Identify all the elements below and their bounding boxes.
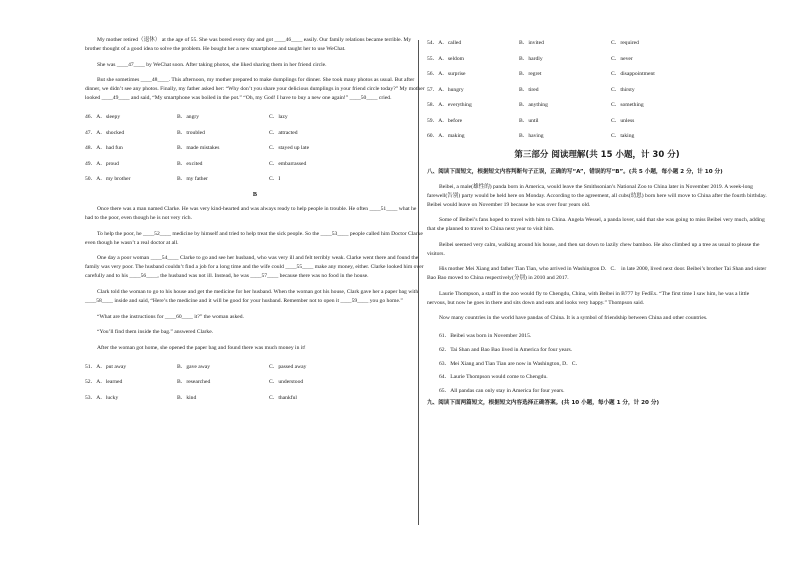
right-column [427,36,767,414]
question-row-59 [427,114,767,130]
question-row-57 [427,83,767,99]
option-c: C．stayed up late [269,145,310,152]
reading-paragraph-6: Now many countries in the world have pandas of China. It is a symbol of friendship between China and other countries. [439,315,708,322]
question-row-46 [85,110,425,126]
section-eight-instruction: 八、阅读下面短文，根据短文内容判断句子正误，正确的写“A”，错误的写“B”。(共 5 小题，每小题 2 分，计 10 分) [427,168,723,175]
option-b: B．researched [177,379,211,386]
option-a: 58．A．everything [427,102,472,109]
option-c: C．unless [611,117,635,124]
option-b: B．excited [177,160,203,167]
options-group-b [85,359,425,406]
option-a: 46．A．sleepy [85,114,121,121]
question-row-55 [427,52,767,68]
statement-64: 64．Laurie Thompson would come to Chengdu. [439,374,548,381]
option-b: B．invited [519,40,544,47]
section-b-heading: B [252,191,258,199]
passage-b-paragraph-6: “You’ll find them inside the bag.” answered Clarke. [97,329,214,336]
statement-61: 61．Beibei was born in November 2015. [439,333,532,340]
option-c: C．thirsty [611,86,635,93]
passage-a-paragraph-2: She was ____47____ by WeChat soon. After taking photos, she liked sharing them in her friend circle. [97,61,327,68]
passage-b-paragraph-3: One day a poor woman ____54____ Clarke to go and see her husband, who was very ill and felt terribly weak. Clarke went there and found the family was very poor. The husband couldn’t find a job for a long time and the wife could ____55____ make any money, either. Clarke looked him over carefully and to his ____56____, the husband was not ill. Instead, he was ____57____ because there was no food in the house. [85,255,424,280]
option-a: 49．A．proud [85,160,119,167]
option-c: C．lazy [269,114,288,121]
statement-65: 65．All pandas can only stay in America for four years. [439,388,565,395]
option-a: 59．A．before [427,117,463,124]
reading-paragraph-5: Laurie Thompson, a staff in the zoo would fly to Chengdu, China, with Beibei in B777 by FedEx. “The first time I saw him, he was a little nervous, but now he goes in there and sits down and eats and looks very happy.” Thompson said. [427,290,750,306]
option-c: C．something [611,102,644,109]
question-row-53 [85,390,425,406]
passage-a-paragraph-1: My mother retired（退休） at the age of 55. She was bored every day and got ____46____ easily. Our family relations became terrible. My brother thought of a good idea to solve the problem. He bought her a new smartphone and taught her to use WeChat. [85,37,412,52]
option-a: 47．A．shocked [85,129,125,136]
question-row-48 [85,141,425,157]
option-c: C．disappointment [611,71,655,78]
reading-paragraph-4: His mother Mei Xiang and father Tian Tian, who arrived in Washington D．C． in late 2000, lived next door. Beibei’s brother Tai Shan and sister Bao Bao moved to China respectively(分别) in 2010 and 2017. [427,266,767,282]
option-a: 57．A．hungry [427,86,464,93]
reading-paragraph-1: Beibei, a male(雄性的) panda born in America, would leave the Smithsonian’s National Zoo to China later in November 2019. A week-long farewell(告别) party would be held here on Monday. According to the agreement, all cubs(幼崽) born here will move to China after the fourth birthday. Beibei would leave on November 19 because he was over four years old. [427,183,767,208]
option-c: C．attracted [269,129,298,136]
part-three-title: 第三部分 阅读理解(共 15 小题，计 30 分) [514,149,680,160]
reading-paragraph-2: Some of Beibei’s fans hoped to travel with him to China. Angela Wessel, a panda lover, said that she was going to miss Beibei very much, adding that she planned to travel to China next year to visit him. [427,217,765,233]
option-c: C．never [611,55,633,62]
question-row-56 [427,67,767,83]
option-c: C．passed away [269,363,307,370]
passage-b-paragraph-4: Clark told the woman to go to his house and get the medicine for her husband. When the woman got his house, Clark gave her a paper bag with ____58____ inside and said, “Here’s the medicine and it will be good for your husband. Remember not to open it ____59____ you go home.” [85,289,419,305]
option-a: 52．A．learned [85,379,123,386]
left-column [85,36,425,406]
passage-b-paragraph-7: After the woman got home, she opened the paper bag and found there was much money in it! [97,344,306,351]
option-b: B．regret [519,71,542,78]
option-a: 55．A．seldom [427,55,464,62]
statement-63: 63．Mei Xiang and Tian Tian are now in Washington, D．C． [439,360,582,367]
passage-a-paragraph-3: But she sometimes ____48____. This afternoon, my mother prepared to make dumplings for dinner. She took many photos as usual. But after dinner, we didn’t see any photos. Finally, my father asked her: “Why don’t you share your delicious dumplings in your friend circle today?” My mother looked ____49____ and said, “My smartphone was boiled in the pot.” “Oh, my God! I have to buy a new one again!” ____50____ cried. [85,77,425,102]
option-c: C．understood [269,379,304,386]
option-c: C．thankful [269,394,297,401]
option-a: 54．A．called [427,40,462,47]
option-a: 56．A．surprise [427,71,466,78]
option-a: 60．A．making [427,133,465,140]
question-row-50 [85,172,425,188]
question-row-58 [427,98,767,114]
question-row-49 [85,156,425,172]
options-group-c [427,36,767,145]
statement-62: 62．Tai Shan and Bao Bao lived in America for four years. [439,346,573,353]
question-row-60 [427,129,767,145]
option-a: 51．A．put away [85,363,127,370]
question-row-52 [85,375,425,391]
option-b: B．until [519,117,539,124]
option-b: B．anything [519,102,548,109]
passage-b-paragraph-1: Once there was a man named Clarke. He was very kind-hearted and was always ready to help people in trouble. He often ____51____ what he had to the poor, even though he is not very rich. [85,206,417,222]
passage-b-paragraph-5: “What are the instructions for ____60____ it?” the woman asked. [97,313,244,320]
options-group-a [85,110,425,188]
option-a: 48．A．had fun [85,145,123,152]
question-row-47 [85,125,425,141]
passage-b-paragraph-2: To help the poor, he ____52____ medicine by himself and tried to help treat the sick people. So the ____53____ people called him Doctor Clarke even though he wasn’t a real doctor at all. [85,230,423,246]
reading-paragraph-3: Beibei seemed very calm, walking around his house, and then sat down to lazily chew bamboo. He also climbed up a tree as usual to please the visitors. [427,241,760,257]
option-b: B．kind [177,394,197,401]
option-b: B．my father [177,176,208,183]
option-a: 53．A．lucky [85,394,119,401]
option-c: C．required [611,40,639,47]
option-c: C．taking [611,133,635,140]
true-false-statements [427,330,767,399]
option-b: B．having [519,133,544,140]
option-b: B．troubled [177,129,205,136]
option-a: 50．A．my brother [85,176,131,183]
option-c: C．I [269,176,281,183]
option-b: B．angry [177,114,200,121]
option-b: B．hardly [519,55,543,62]
option-b: B．gave away [177,363,211,370]
question-row-51 [85,359,425,375]
section-nine-instruction: 九、阅读下面两篇短文，根据短文内容选择正确答案。(共 10 小题，每小题 1 分，计 20 分) [427,400,660,407]
question-row-54 [427,36,767,52]
option-b: B．made mistakes [177,145,220,152]
option-c: C．embarrassed [269,160,307,167]
option-b: B．tired [519,86,539,93]
